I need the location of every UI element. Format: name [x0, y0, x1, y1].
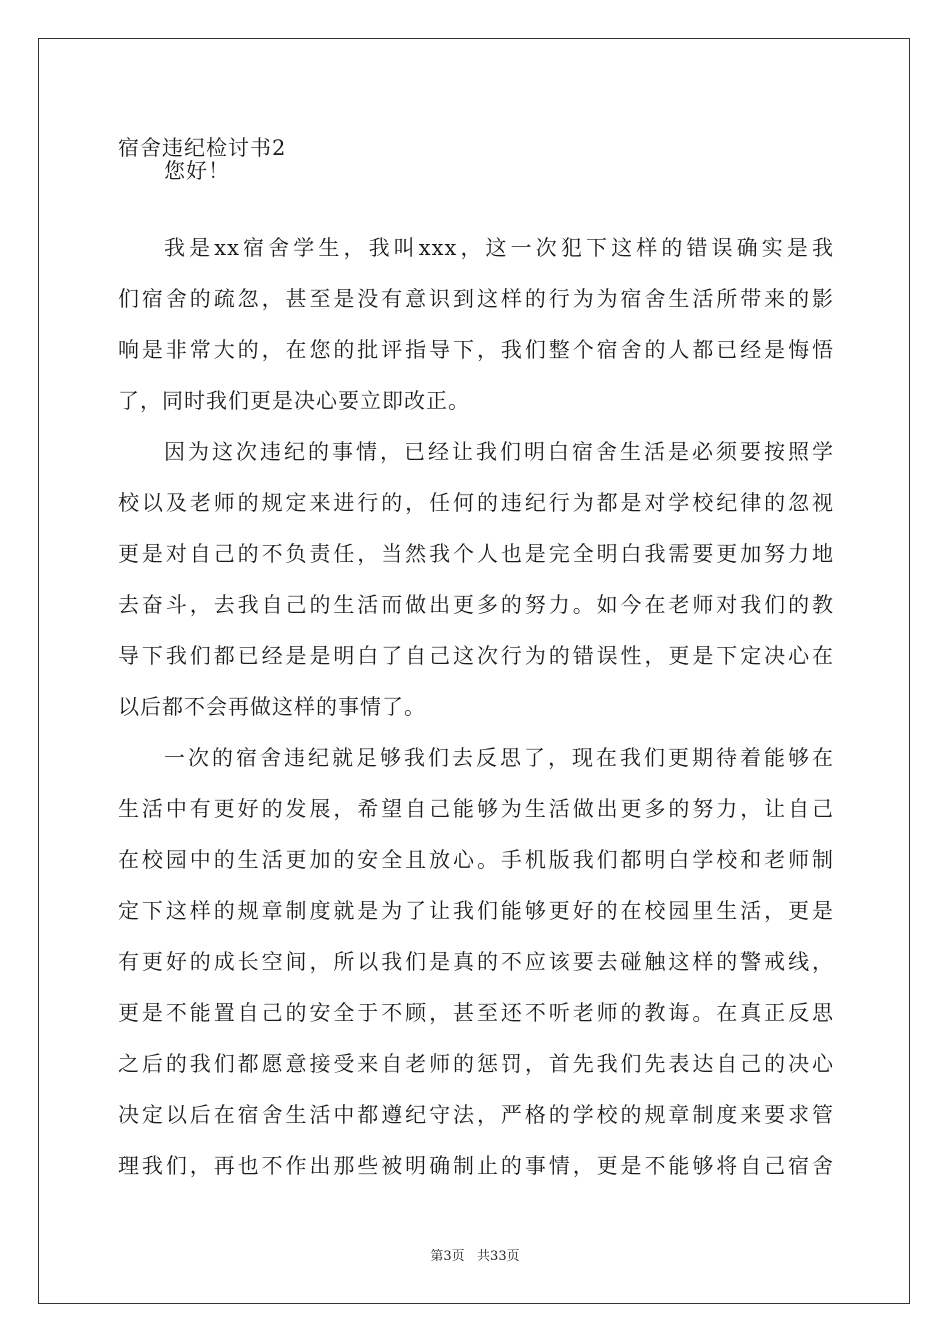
paragraph-1-line-2: 们宿舍的疏忽，甚至是没有意识到这样的行为为宿舍生活所带来的影 — [118, 287, 834, 311]
paragraph-2-line-2: 校以及老师的规定来进行的，任何的违纪行为都是对学校纪律的忽视 — [118, 491, 834, 515]
paragraph-1-line-1: 我是xx宿舍学生，我叫xxx，这一次犯下这样的错误确实是我 — [164, 236, 834, 260]
page-footer: 第3页 共33页 — [430, 1249, 520, 1264]
paragraph-2-line-5: 导下我们都已经是是明白了自己这次行为的错误性，更是下定决心在 — [118, 644, 834, 668]
paragraph-3-line-9: 理我们，再也不作出那些被明确制止的事情，更是不能够将自己宿舍 — [118, 1154, 834, 1178]
paragraph-2-line-6: 以后都不会再做这样的事情了。 — [118, 695, 426, 719]
paragraph-3-line-7: 之后的我们都愿意接受来自老师的惩罚，首先我们先表达自己的决心 — [118, 1052, 834, 1076]
paragraph-2-line-4: 去奋斗，去我自己的生活而做出更多的努力。如今在老师对我们的教 — [118, 593, 834, 617]
greeting: 您好！ — [164, 159, 230, 183]
paragraph-3-line-8: 决定以后在宿舍生活中都遵纪守法，严格的学校的规章制度来要求管 — [118, 1103, 834, 1127]
paragraph-2-line-3: 更是对自己的不负责任，当然我个人也是完全明白我需要更加努力地 — [118, 542, 834, 566]
paragraph-2-line-1: 因为这次违纪的事情，已经让我们明白宿舍生活是必须要按照学 — [164, 440, 834, 464]
document-title: 宿舍违纪检讨书2 — [118, 136, 287, 160]
paragraph-3-line-5: 有更好的成长空间，所以我们是真的不应该要去碰触这样的警戒线， — [118, 950, 834, 974]
paragraph-3-line-2: 生活中有更好的发展，希望自己能够为生活做出更多的努力，让自己 — [118, 797, 834, 821]
paragraph-3-line-3: 在校园中的生活更加的安全且放心。手机版我们都明白学校和老师制 — [118, 848, 834, 872]
paragraph-3-line-6: 更是不能置自己的安全于不顾，甚至还不听老师的教诲。在真正反思 — [118, 1001, 834, 1025]
paragraph-1-line-4: 了，同时我们更是决心要立即改正。 — [118, 389, 470, 413]
paragraph-3-line-4: 定下这样的规章制度就是为了让我们能够更好的在校园里生活，更是 — [118, 899, 834, 923]
paragraph-1-line-3: 响是非常大的，在您的批评指导下，我们整个宿舍的人都已经是悔悟 — [118, 338, 834, 362]
paragraph-3-line-1: 一次的宿舍违纪就足够我们去反思了，现在我们更期待着能够在 — [164, 746, 834, 770]
